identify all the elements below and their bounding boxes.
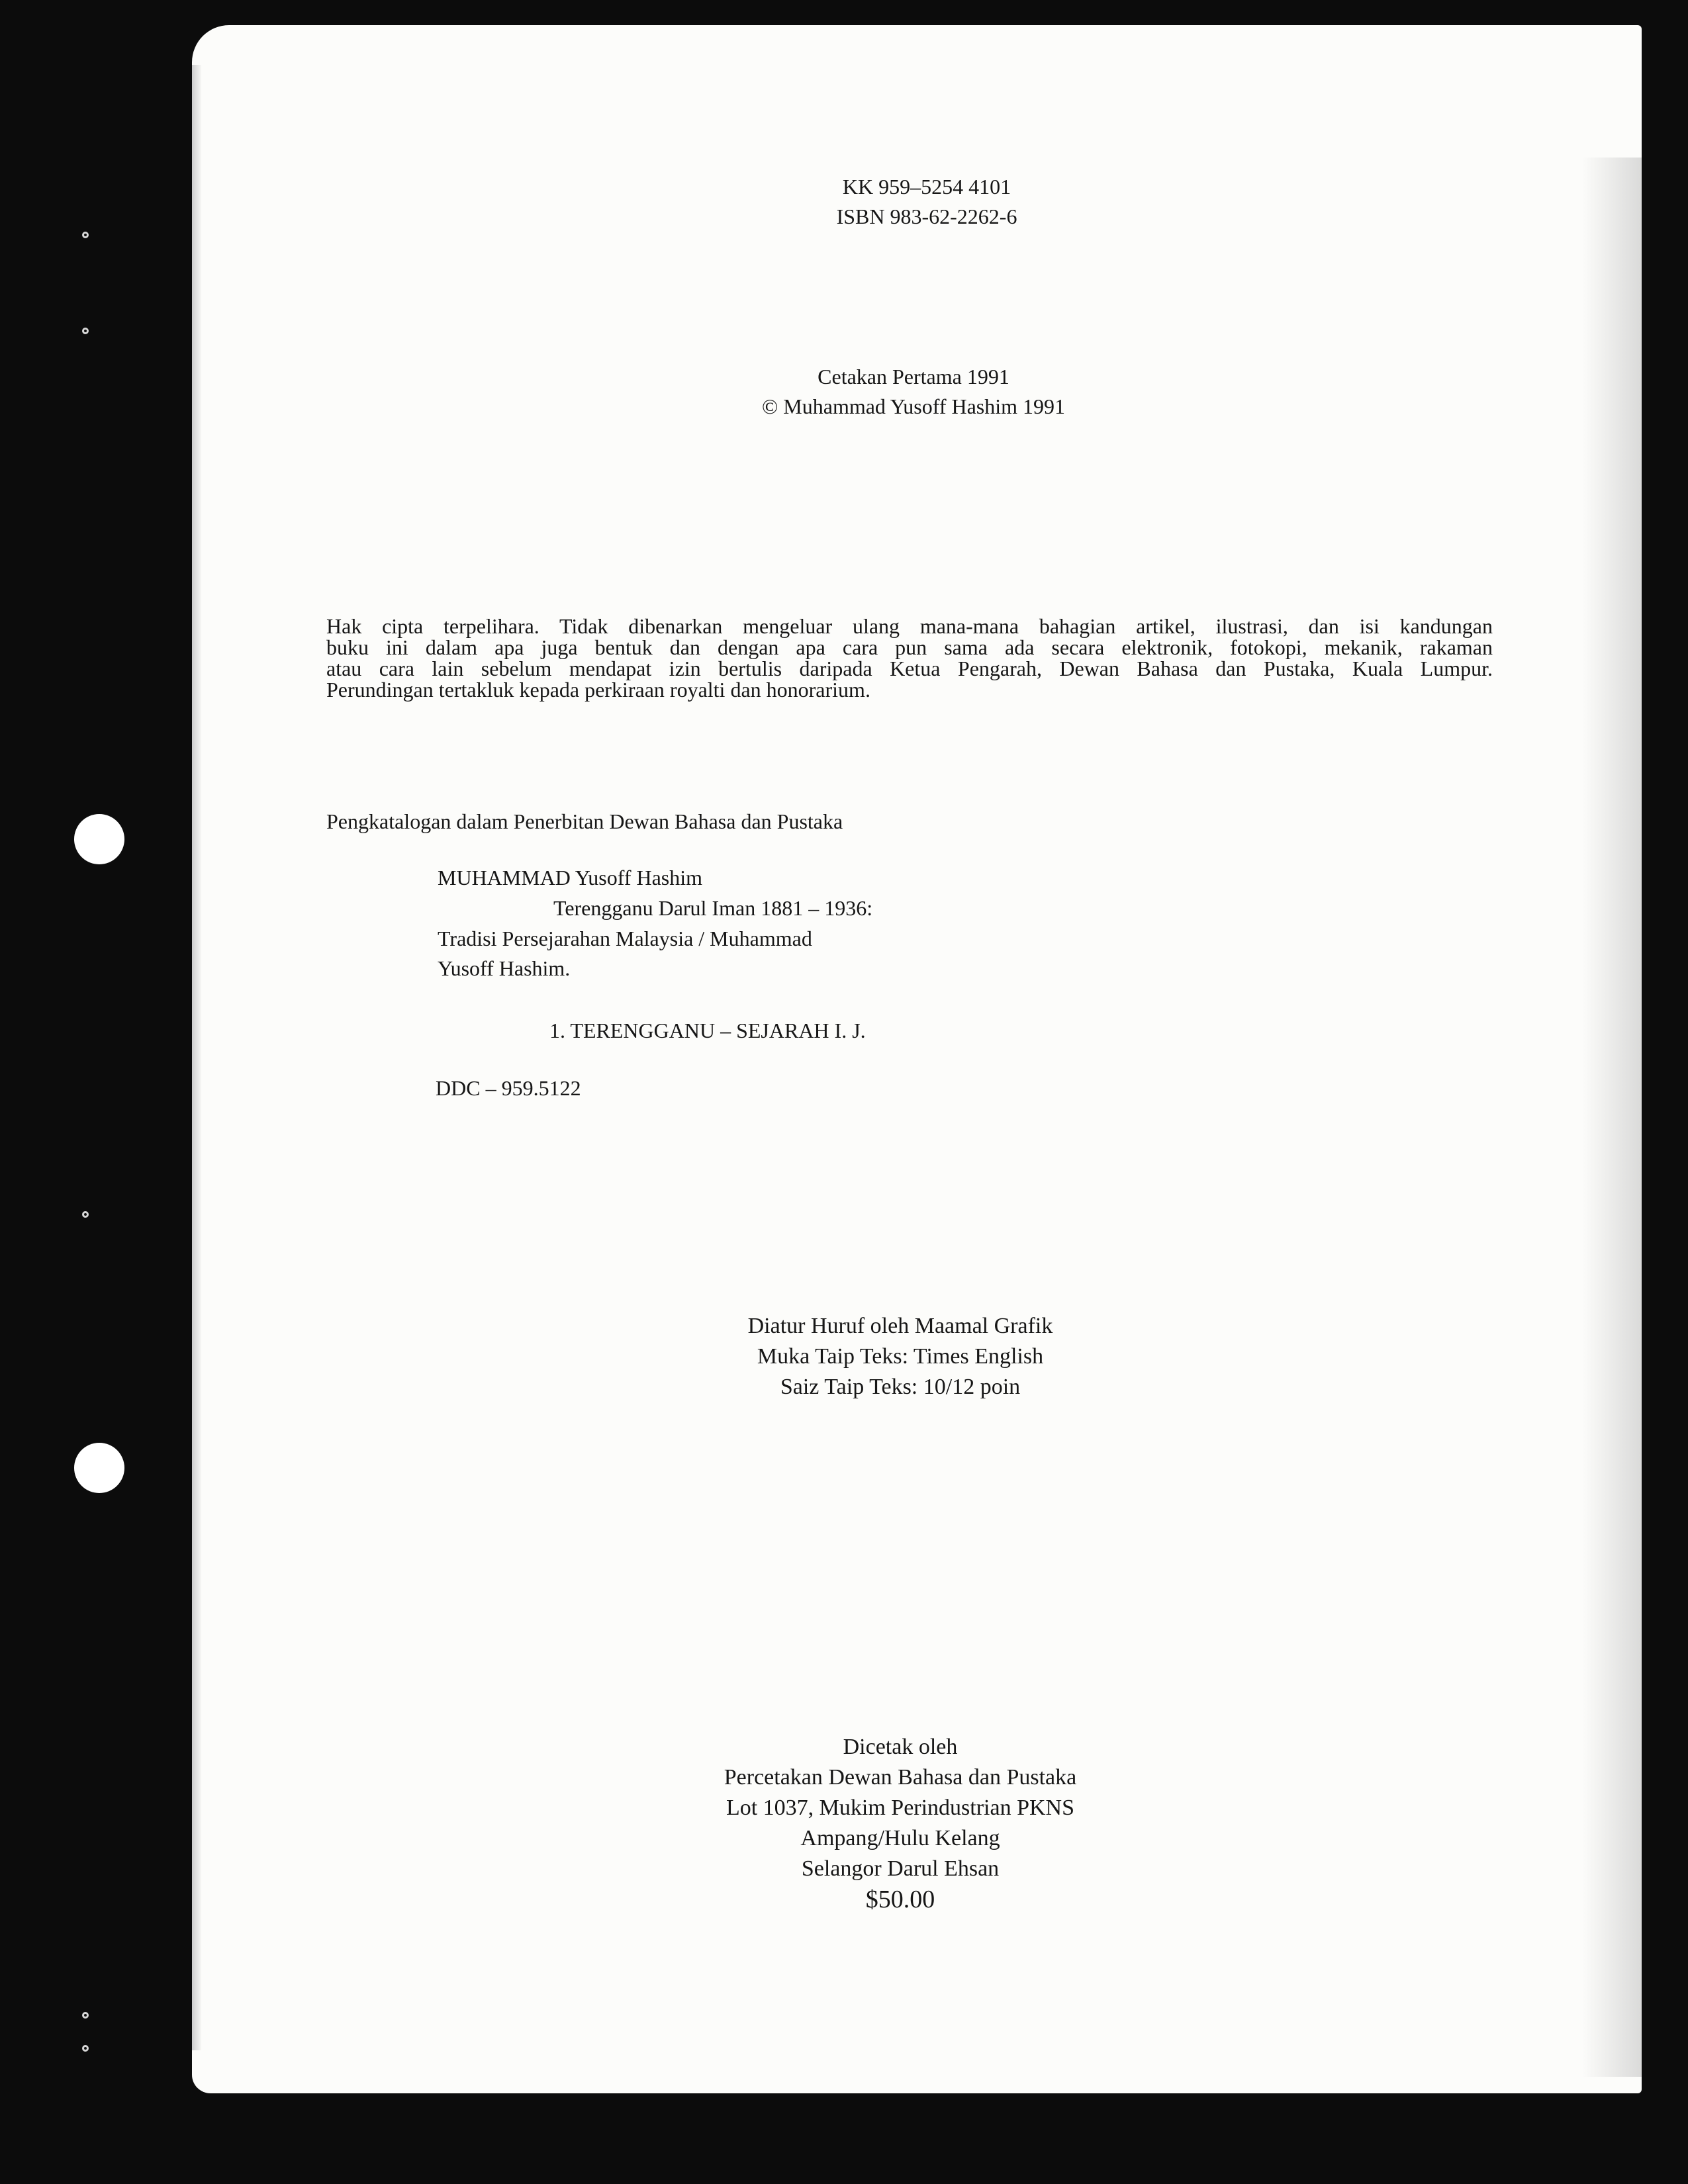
isbn-block [781, 172, 1072, 232]
edition-block [715, 362, 1112, 422]
legal-notice-line: atau cara lain sebelum mendapat izin bertulis daripada Ketua Pengarah, Dewan Bahasa dan Pustaka, Kuala Lumpur. [326, 657, 1493, 680]
typesetting-credits [682, 1311, 1119, 1402]
binder-hole-bottom [74, 1443, 124, 1493]
copyright-notice: © Muhammad Yusoff Hashim 1991 [761, 394, 1066, 418]
cataloguing-heading: Pengkatalogan dalam Penerbitan Dewan Bahasa dan Pustaka [326, 809, 843, 833]
page-edge-shadow-right [1582, 158, 1642, 2077]
catalogue-ddc: DDC – 959.5122 [436, 1076, 581, 1100]
typesetter: Diatur Huruf oleh Maamal Grafik [747, 1314, 1053, 1338]
margin-speck [82, 2012, 89, 2019]
legal-notice-line: Hak cipta terpelihara. Tidak dibenarkan mengeluar ulang mana-mana bahagian artikel, ilustrasi, dan isi kandungan [326, 614, 1493, 638]
printer-name: Percetakan Dewan Bahasa dan Pustaka [724, 1765, 1077, 1790]
margin-speck [82, 232, 89, 238]
page-edge-shadow-left [192, 65, 201, 2050]
type-size: Saiz Taip Teks: 10/12 poin [780, 1375, 1021, 1399]
margin-speck [82, 328, 89, 334]
printer-address: Ampang/Hulu Kelang [800, 1826, 1000, 1850]
catalogue-author: MUHAMMAD Yusoff Hashim [438, 866, 703, 889]
price: $50.00 [865, 1886, 935, 1913]
margin-speck [82, 1211, 89, 1218]
typeface: Muka Taip Teks: Times English [757, 1344, 1044, 1369]
copyright-legal-notice [326, 615, 1493, 700]
printer-block [669, 1732, 1132, 1915]
catalogue-title-line: Yusoff Hashim. [438, 956, 571, 980]
binder-hole-top [74, 814, 124, 864]
catalogue-title-line: Tradisi Persejarahan Malaysia / Muhammad [438, 927, 812, 950]
kk-number: KK 959–5254 4101 [842, 175, 1011, 199]
legal-notice-line: buku ini dalam apa juga bentuk dan dengan apa cara pun sama ada secara elektronik, fotokopi, mekanik, rakaman [326, 635, 1493, 659]
catalogue-title-line: Terengganu Darul Iman 1881 – 1936: [553, 896, 873, 920]
printing-edition: Cetakan Pertama 1991 [818, 365, 1009, 388]
margin-speck [82, 2045, 89, 2052]
legal-notice-line: Perundingan tertakluk kepada perkiraan royalti dan honorarium. [326, 678, 870, 702]
isbn-number: ISBN 983-62-2262-6 [836, 205, 1017, 228]
printed-by-label: Dicetak oleh [843, 1735, 958, 1759]
catalogue-subject: 1. TERENGGANU – SEJARAH I. J. [549, 1019, 866, 1042]
printer-address: Selangor Darul Ehsan [801, 1856, 1000, 1881]
printer-address: Lot 1037, Mukim Perindustrian PKNS [726, 1796, 1075, 1820]
